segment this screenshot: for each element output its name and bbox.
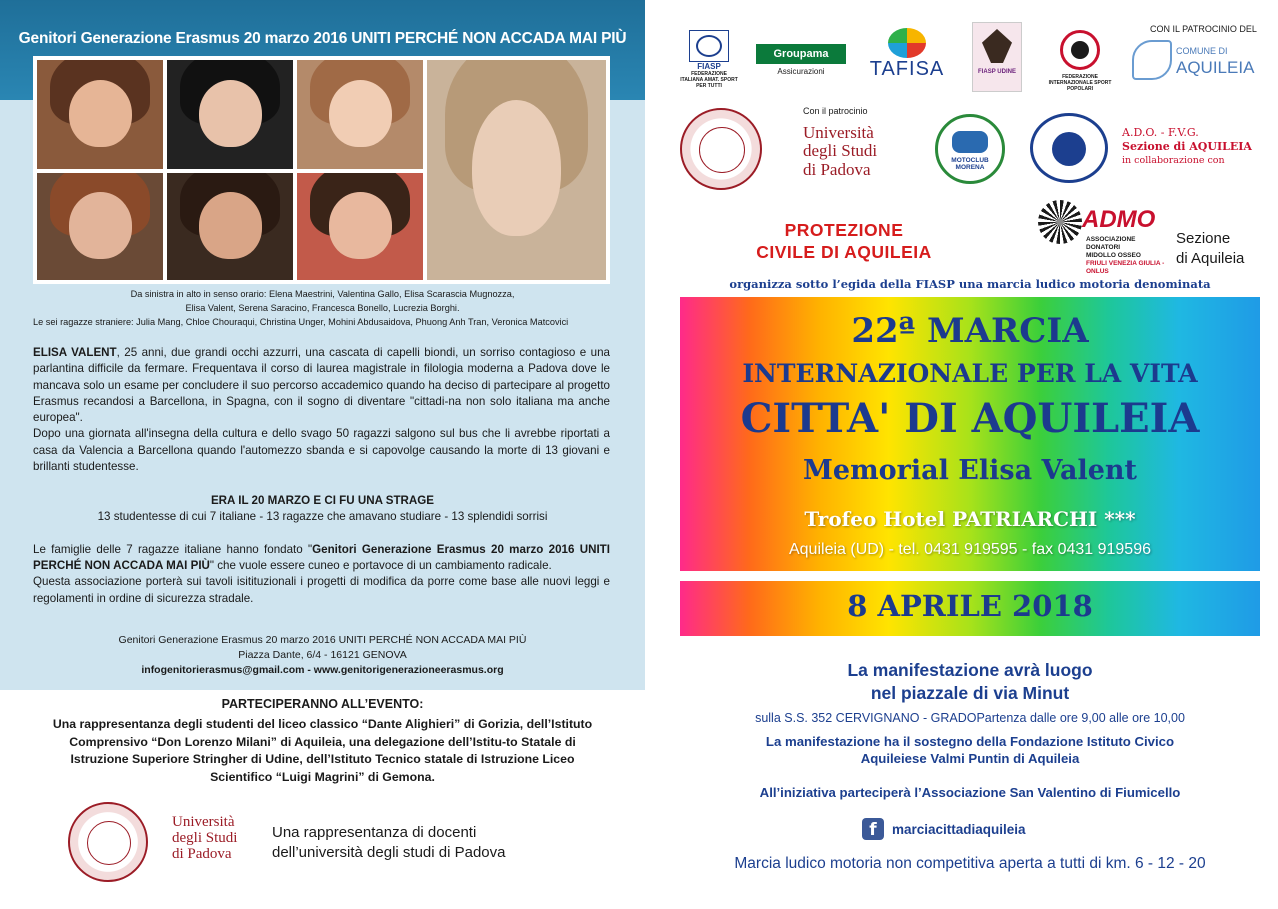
founded-text-2: Questa associazione porterà sui tavoli isitituzionali i progetti di modifica da porre come base alle nuovi leggi e regolamenti in ordine di sicurezza stradale.: [33, 575, 610, 605]
event-memorial: Memorial Elisa Valent: [803, 455, 1137, 486]
sezione-line: Sezione: [1176, 230, 1231, 247]
marcia-description: Marcia ludico motoria non competitiva aperta a tutti di km. 6 - 12 - 20: [734, 855, 1206, 872]
uni-line: di Padova: [803, 159, 871, 179]
sezione-line: di Aquileia: [1176, 250, 1245, 267]
fiasp-udine-logo: [972, 22, 1022, 92]
event-title-3: CITTA' DI AQUILEIA: [740, 395, 1200, 442]
bio-name: ELISA VALENT: [33, 346, 117, 359]
tafisa-swirl-icon: [888, 28, 926, 58]
admo-logo: [1038, 200, 1166, 275]
ivv-emblem-icon: [1060, 30, 1100, 70]
ado-text: [1122, 126, 1252, 168]
admo-wheel-icon: [1038, 200, 1082, 244]
elisa-valent-bio: [33, 345, 610, 475]
motoclub-morena-logo: [935, 114, 1005, 184]
sponsor-info: [680, 733, 1260, 767]
event-location: [680, 659, 1260, 705]
padova-seal-icon: [68, 802, 148, 882]
groupama-logo: [756, 44, 846, 76]
event-title-2: INTERNAZIONALE PER LA VITA: [742, 359, 1198, 388]
uni-line: Università: [803, 123, 874, 142]
admo-sezione: [1176, 229, 1244, 269]
strage-text: 13 studentesse di cui 7 italiane - 13 ragazze che amavano studiare - 13 splendidi sorrisi: [97, 510, 548, 523]
photo-7: [296, 172, 424, 281]
event-trofeo: [680, 507, 1260, 531]
trofeo-text: Trofeo Hotel PATRIARCHI: [804, 507, 1098, 531]
facebook-link[interactable]: [862, 818, 1026, 840]
event-title-1: 22ª MARCIA: [851, 311, 1089, 351]
con-patrocinio-label: Con il patrocinio: [803, 106, 868, 116]
sponsor-line: La manifestazione ha il sostegno della Fondazione Istituto Civico: [765, 734, 1175, 749]
address-line: Piazza Dante, 6/4 - 16121 GENOVA: [238, 649, 407, 661]
organizza-text: organizza sotto l’egida della FIASP una marcia ludico motoria denominata: [729, 277, 1211, 291]
prot-line: PROTEZIONE: [784, 220, 904, 240]
uni-line: degli Studi: [172, 830, 238, 847]
docenti-text: [272, 823, 612, 863]
ivv-logo: [1040, 30, 1120, 92]
tafisa-logo: [862, 28, 952, 81]
location-line: nel piazzale di via Minut: [870, 683, 1070, 703]
photo-5: [36, 172, 164, 281]
comune-aquileia-logo: [1132, 38, 1257, 86]
angel-icon: [1132, 40, 1172, 80]
event-date: 8 APRILE 2018: [847, 589, 1093, 623]
aquileia-text: AQUILEIA: [1176, 58, 1255, 77]
association-founded-text: [33, 542, 610, 607]
fiasp-text: FIASP: [697, 62, 721, 71]
association-info: All’iniziativa parteciperà l’Associazione San Valentino di Fiumicello: [759, 785, 1181, 800]
padova-seal-right-icon: [680, 108, 762, 190]
bio-text: , 25 anni, due grandi occhi azzurri, una cascata di capelli biondi, un sorriso contagioso e una parlantina difficile da fermare. Frequentava il corso di laurea magistrale in filologia moderna a Padova dove le mancava solo un esame per concludere il suo percorso accademico quando ha deciso di partecipare al progetto Erasmus recandosi a Barcellona, in Spagna, con il sogno di diventare "cittadi-na non solo italiana ma anche europea".: [33, 346, 610, 425]
facebook-icon[interactable]: f: [862, 818, 884, 840]
event-date-banner: [680, 581, 1260, 636]
participants-title: PARTECIPERANNO ALL’EVENTO:: [221, 697, 424, 711]
fiasp-sub: FEDERAZIONE ITALIANA AMAT. SPORT PER TUTTI: [680, 71, 738, 89]
ado-collab: in collaborazione con: [1122, 155, 1225, 166]
photo-6: [166, 172, 294, 281]
groupama-sub: Assicurazioni: [777, 67, 825, 76]
prot-line: CIVILE DI AQUILEIA: [756, 242, 932, 262]
ado-sezione: Sezione di AQUILEIA: [1122, 140, 1252, 153]
photo-1: [36, 59, 164, 170]
victims-photo-grid: [33, 56, 610, 284]
strage-block: [0, 493, 645, 525]
admo-sub-line: MIDOLLO OSSEO: [1086, 252, 1141, 259]
location-line: La manifestazione avrà luogo: [847, 660, 1093, 680]
ado-title: A.D.O. - F.V.G.: [1122, 126, 1199, 139]
start-info: sulla S.S. 352 CERVIGNANO - GRADOPartenza dalle ore 9,00 alle ore 10,00: [755, 711, 1185, 725]
padova-uni-right: [803, 124, 877, 179]
motoclub-text: MOTOCLUB MORENA: [951, 157, 989, 171]
docenti-line: Una rappresentanza di docenti: [272, 824, 477, 841]
ado-logo: [1030, 113, 1108, 183]
founded-pre: Le famiglie delle 7 ragazze italiane hanno fondato ": [33, 543, 313, 556]
fiasp-logo: [680, 30, 738, 89]
association-address: [0, 633, 645, 678]
motorbike-icon: [952, 131, 988, 153]
caption-line: Le sei ragazze straniere: Julia Mang, Chloe Chouraqui, Christina Unger, Mohini Abdusaidova, Phuong Anh Tran, Veronica Matcovici: [33, 317, 569, 327]
fiasp-icon: [689, 30, 729, 62]
photo-2: [166, 59, 294, 170]
address-line: Genitori Generazione Erasmus 20 marzo 2016 UNITI PERCHÉ NON ACCADA MAI PIÙ: [118, 634, 527, 646]
protezione-civile: [709, 219, 979, 263]
admo-sub-line: FRIULI VENEZIA GIULIA - ONLUS: [1086, 260, 1165, 275]
admo-sub: [1086, 236, 1166, 276]
ado-emblem-icon: [1052, 132, 1086, 166]
event-title-banner: [680, 297, 1260, 571]
uni-line: degli Studi: [803, 141, 878, 161]
caption-line: Elisa Valent, Serena Saracino, Francesca Bonello, Lucrezia Borghi.: [185, 303, 460, 313]
fiasp-udine-text: FIASP UDINE: [978, 69, 1016, 75]
participants-text: Una rappresentanza degli studenti del liceo classico “Dante Alighieri” di Gorizia, dell’Istituto Comprensivo “Don Lorenzo Milani” di Aquileia, una delegazione dell’Istitu-to Statale di Istruzione Superiore Stringher di Udine, dell’Istituto Tecnico statale di Istruzione Liceo Scientifico “Luigi Magrini” di Gemona.: [52, 717, 593, 784]
uni-line: di Padova: [172, 846, 232, 863]
contact-links[interactable]: infogenitorierasmus@gmail.com - www.genitorigenerazioneerasmus.org: [141, 664, 504, 676]
admo-sub-line: ASSOCIAZIONE DONATORI: [1086, 236, 1136, 251]
association-headline: Genitori Generazione Erasmus 20 marzo 2016 UNITI PERCHÉ NON ACCADA MAI PIÙ: [18, 30, 627, 47]
bio-text-2: Dopo una giornata all'insegna della cultura e dello svago 50 ragazzi salgono sul bus che li avrebbe riportati a casa da Valencia a Barcellona quando l'automezzo sbanda e si capovolge causando la morte di 13 giovani e brillanti studentesse.: [33, 427, 610, 474]
strage-title: ERA IL 20 MARZO E CI FU UNA STRAGE: [210, 494, 435, 507]
groupama-text: Groupama: [756, 44, 846, 64]
admo-text: ADMO: [1082, 206, 1156, 233]
tafisa-text: TAFISA: [869, 58, 945, 80]
uni-line: Università: [172, 814, 235, 830]
eagle-icon: [982, 29, 1012, 63]
photo-4: [426, 59, 607, 281]
founded-bold: Genitori Generazione Erasmus 20 marzo 2016 UNITI PERCHÉ NON ACCADA MAI PIÙ: [33, 543, 610, 573]
event-contacts: Aquileia (UD) - tel. 0431 919595 - fax 0431 919596: [788, 541, 1151, 558]
patrocinio-del-label: CON IL PATROCINIO DEL: [1150, 24, 1257, 34]
caption-line: Da sinistra in alto in senso orario: Elena Maestrini, Valentina Gallo, Elisa Scarascia Mugnozza,: [130, 289, 515, 299]
docenti-line: dell’università degli studi di Padova: [272, 844, 506, 861]
photo-3: [296, 59, 424, 170]
facebook-handle[interactable]: marciacittadiaquileia: [892, 821, 1026, 837]
sponsor-line: Aquileiese Valmi Puntin di Aquileia: [860, 751, 1080, 766]
photo-caption: [0, 287, 645, 329]
comune-text: COMUNE DI: [1176, 46, 1228, 56]
founded-post: " che vuole essere cuneo e portavoce di un cambiamento radicale.: [209, 559, 552, 573]
hotel-stars: ***: [1104, 507, 1136, 531]
uni-name: [172, 814, 237, 863]
ivv-sub: FEDERAZIONE INTERNAZIONALE SPORT POPOLARI: [1048, 74, 1112, 92]
left-info-box: [0, 0, 645, 690]
